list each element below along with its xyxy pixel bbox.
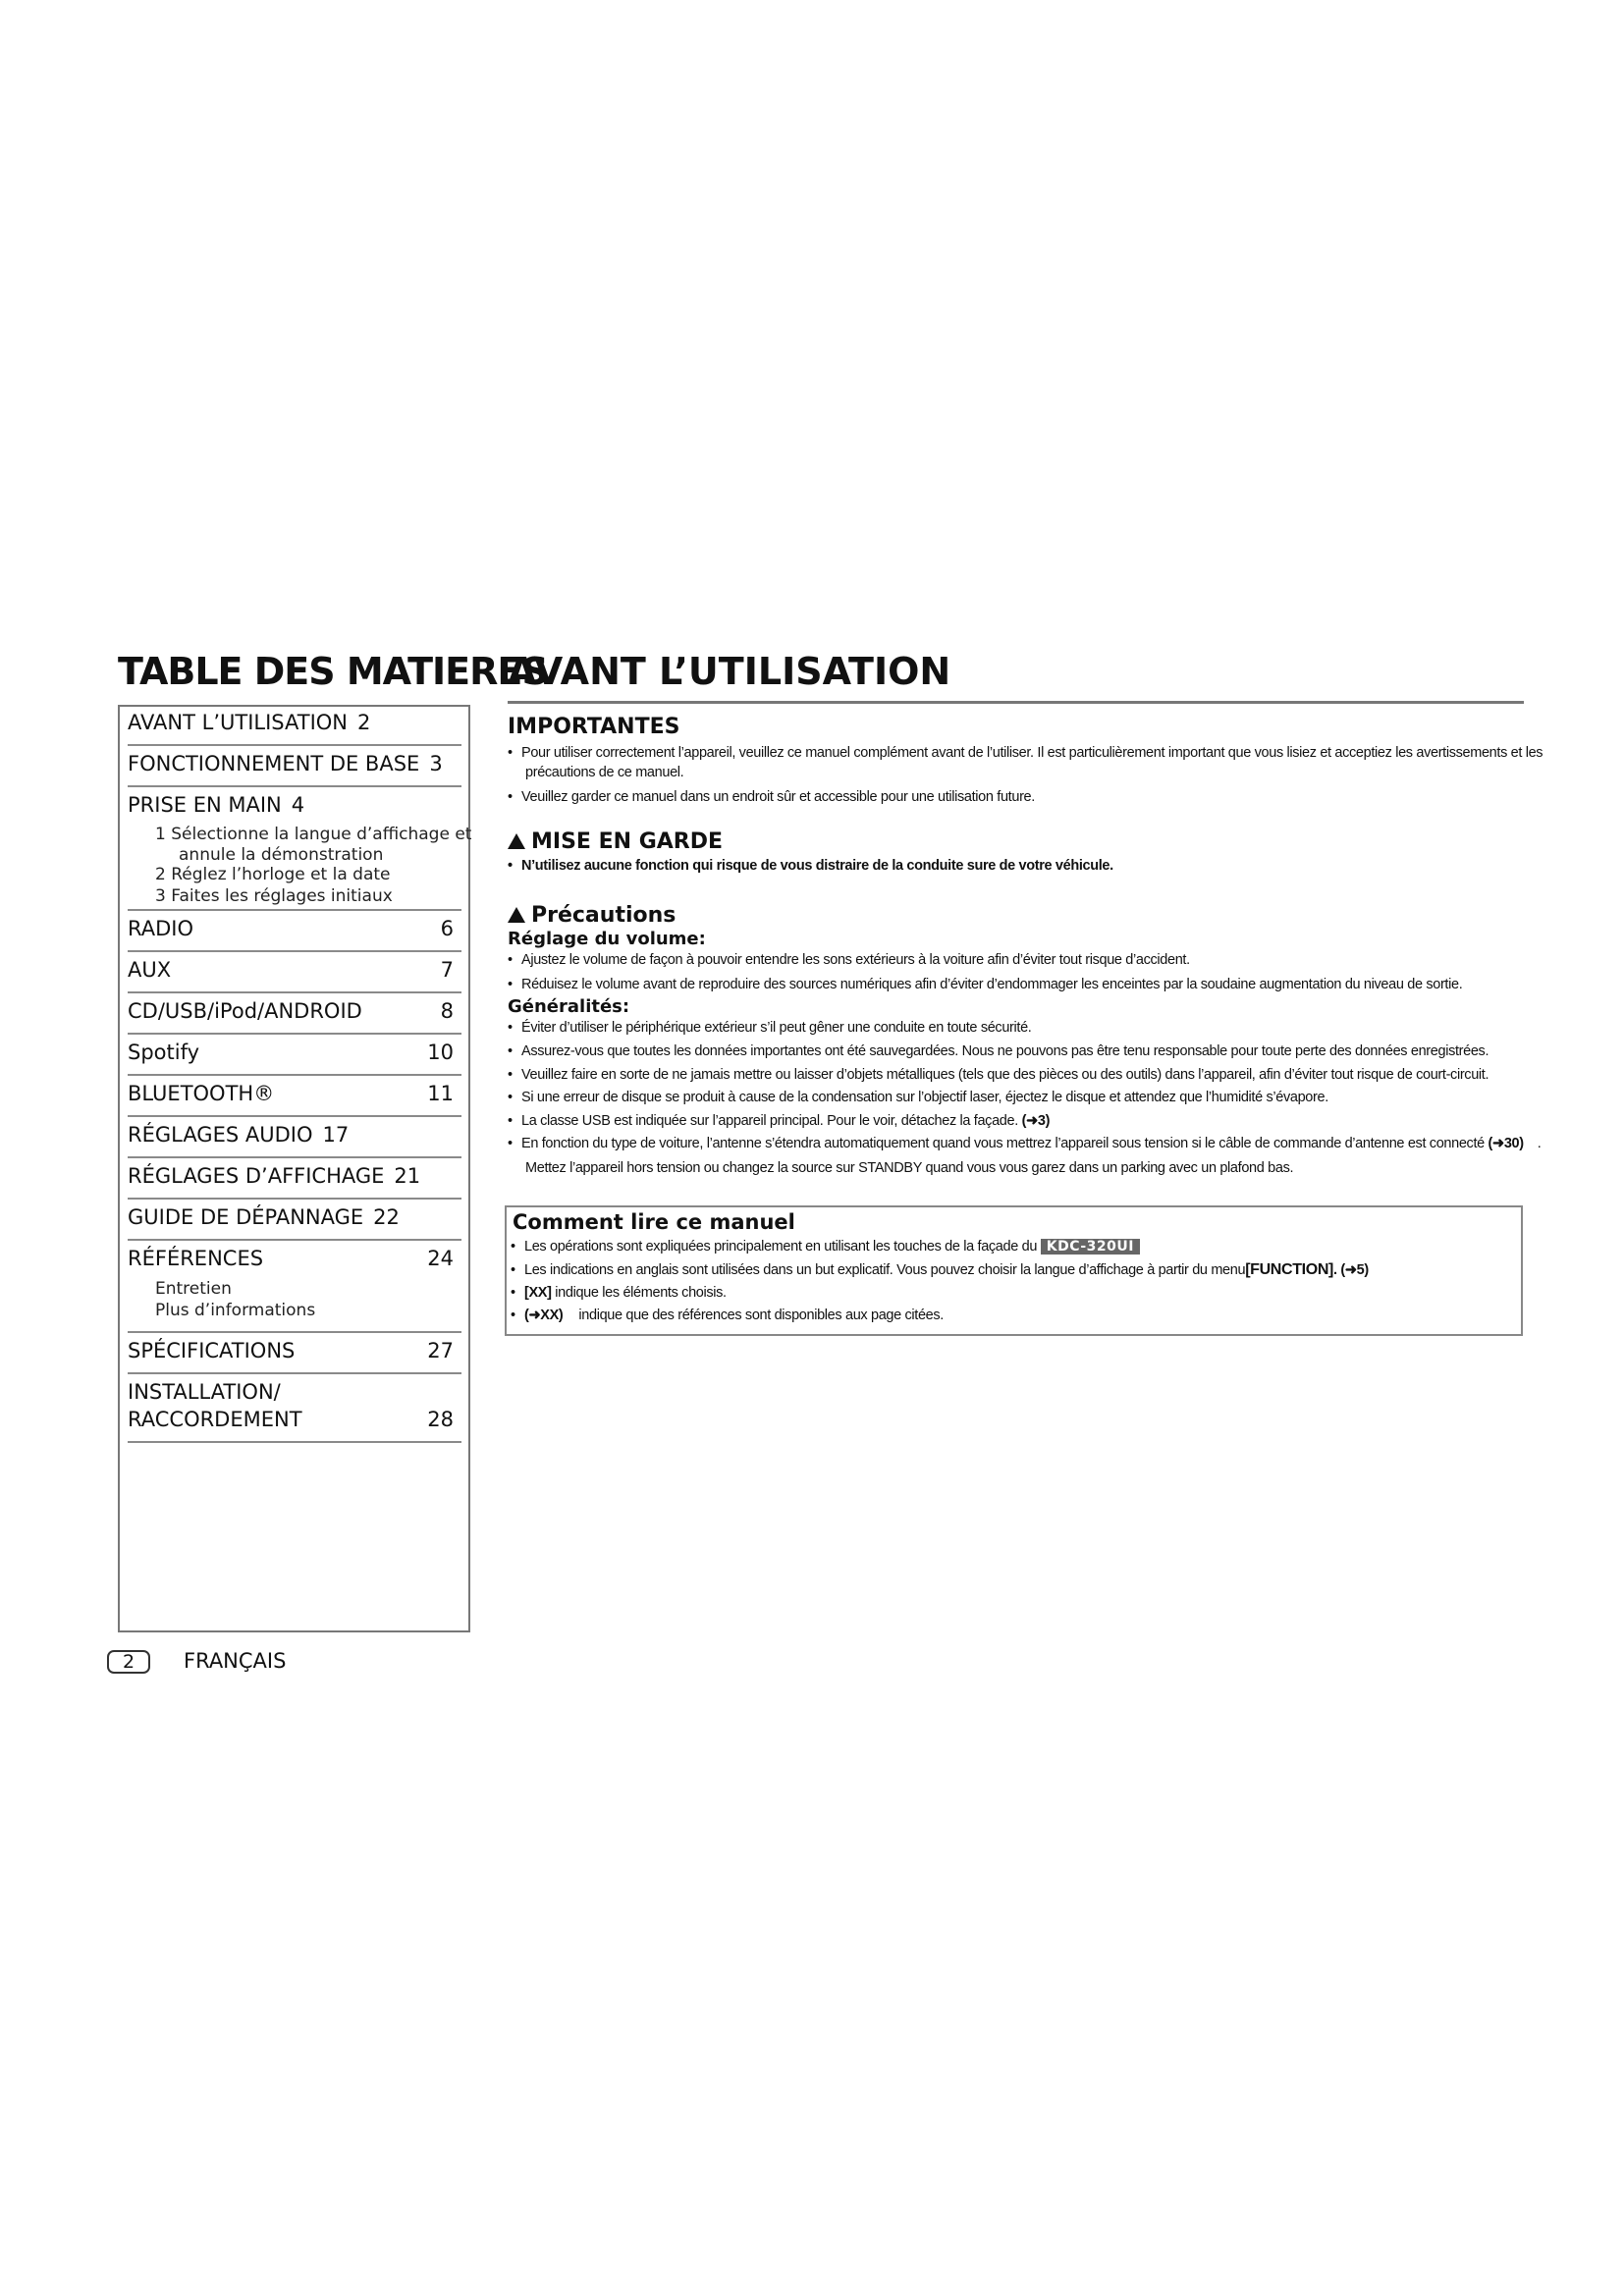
bullet-item: • [XX] indique les éléments choisis.: [511, 1285, 727, 1301]
toc-entry-radio[interactable]: [128, 917, 461, 952]
bullet-continuation: précautions de ce manuel.: [525, 765, 684, 780]
toc-label: RÉGLAGES D’AFFICHAGE: [128, 1164, 385, 1188]
toc-page: 11: [427, 1082, 454, 1105]
section-heading-precautions: [508, 903, 676, 928]
bullet-item: • Les indications en anglais sont utilisées dans un but explicatif. Vous pouvez choisir la langue d’affichage à partir du menu[FUNCTION]. (➜5): [511, 1261, 1369, 1278]
page-reference-link[interactable]: (➜3): [1021, 1113, 1051, 1129]
bullet-item: • Réduisez le volume avant de reproduire des sources numériques afin d’éviter d’endommager les enceintes par la soudaine augmentation du niveau de sortie.: [508, 977, 1463, 992]
toc-page: 3: [429, 752, 443, 775]
toc-page: 22: [373, 1205, 400, 1229]
toc-page: 17: [322, 1123, 350, 1147]
bullet-item: • Veuillez garder ce manuel dans un endroit sûr et accessible pour une utilisation future.: [508, 789, 1035, 805]
subheading-generalites: Généralités:: [508, 996, 630, 1017]
toc-sub-item: annule la démonstration: [179, 845, 384, 865]
toc-label: INSTALLATION/: [128, 1380, 281, 1404]
toc-sub-item: 1 Sélectionne la langue d’affichage et: [155, 825, 472, 844]
bullet-text: La classe USB est indiquée sur l’appareil principal. Pour le voir, détachez la façade.: [521, 1113, 1018, 1129]
reference-notation: (➜XX): [524, 1308, 564, 1323]
heading-text: MISE EN GARDE: [531, 829, 724, 854]
warning-icon: [508, 833, 525, 849]
toc-sub-item: Entretien: [155, 1279, 232, 1299]
bullet-text: Les indications en anglais sont utilisées dans un but explicatif. Vous pouvez choisir la langue d’affichage à partir du menu: [524, 1262, 1246, 1278]
heading-text: Précautions: [531, 903, 677, 928]
bullet-text: N’utilisez aucune fonction qui risque de vous distraire de la conduite sure de votre véhicule.: [521, 858, 1113, 874]
bullet-text: Les opérations sont expliquées principalement en utilisant les touches de la façade du: [524, 1239, 1038, 1255]
toc-label: GUIDE DE DÉPANNAGE: [128, 1205, 364, 1229]
toc-label: PRISE EN MAIN: [128, 793, 282, 817]
toc-sub-item: Plus d’informations: [155, 1301, 316, 1320]
toc-label: SPÉCIFICATIONS: [128, 1339, 296, 1362]
toc-entry-reglages-affichage[interactable]: [128, 1164, 461, 1200]
toc-page: 8: [440, 999, 454, 1023]
toc-label: CD/USB/iPod/ANDROID: [128, 999, 362, 1023]
bullet-text: indique que des références sont disponibles aux page citées.: [578, 1308, 944, 1323]
toc-page: 10: [427, 1041, 454, 1064]
bullet-text: Assurez-vous que toutes les données importantes ont été sauvegardées. Nous ne pouvons pas être tenu responsable pour toute perte des données enregistrées.: [521, 1043, 1489, 1059]
page-reference-link[interactable]: (➜30): [1488, 1136, 1524, 1151]
title-divider: [508, 701, 1524, 704]
section-heading-howto: Comment lire ce manuel: [513, 1210, 795, 1234]
bullet-item: • Ajustez le volume de façon à pouvoir entendre les sons extérieurs à la voiture afin d’éviter tout risque d’accident.: [508, 952, 1190, 968]
toc-entry-aux[interactable]: [128, 958, 461, 993]
toc-label: RÉGLAGES AUDIO: [128, 1123, 313, 1147]
toc-entry-depannage[interactable]: [128, 1205, 461, 1241]
toc-entry-prise-en-main[interactable]: [128, 793, 472, 911]
toc-label: FONCTIONNEMENT DE BASE: [128, 752, 420, 775]
toc-title: TABLE DES MATIERES: [118, 650, 548, 693]
section-heading-importantes: IMPORTANTES: [508, 715, 680, 739]
page-reference-link[interactable]: . (➜5): [1333, 1262, 1369, 1278]
function-key-label: [FUNCTION]: [1245, 1261, 1334, 1278]
toc-label: AVANT L’UTILISATION: [128, 711, 348, 734]
toc-sub-item: 3 Faites les réglages initiaux: [155, 886, 393, 906]
bullet-item: • Assurez-vous que toutes les données importantes ont été sauvegardées. Nous ne pouvons pas être tenu responsable pour toute perte des données enregistrées.: [508, 1043, 1489, 1059]
toc-page: 2: [357, 711, 371, 734]
model-badge: KDC-320UI: [1041, 1239, 1140, 1255]
toc-label: BLUETOOTH®: [128, 1082, 275, 1105]
subheading-volume: Réglage du volume:: [508, 929, 706, 949]
bullet-text: Si une erreur de disque se produit à cause de la condensation sur l’objectif laser, éjectez le disque et attendez que l’humidité s’évapore.: [521, 1090, 1328, 1105]
toc-entry-avant[interactable]: [128, 711, 461, 746]
bullet-text: Pour utiliser correctement l’appareil, veuillez ce manuel complément avant de l’utiliser. Il est particulièrement important que vous lisiez et acceptiez les avertissements et les: [521, 745, 1543, 761]
bullet-text: indique les éléments choisis.: [555, 1285, 727, 1301]
toc-label: RADIO: [128, 917, 193, 940]
toc-page: 24: [427, 1247, 454, 1270]
toc-page: 4: [291, 793, 305, 817]
toc-entry-fonctionnement[interactable]: [128, 752, 461, 787]
bullet-text: Éviter d’utiliser le périphérique extérieur s’il peut gêner une conduite en toute sécurité.: [521, 1020, 1032, 1036]
toc-entry-reglages-audio[interactable]: [128, 1123, 461, 1158]
toc-entry-specifications[interactable]: [128, 1339, 461, 1374]
toc-page: 21: [394, 1164, 421, 1188]
toc-entry-installation[interactable]: [128, 1380, 461, 1443]
bullet-item: • En fonction du type de voiture, l’antenne s’étendra automatiquement quand vous mettrez l’appareil sous tension si le câble de commande d’antenne est connecté (➜30) .: [508, 1136, 1542, 1151]
toc-box: [118, 705, 470, 1632]
bullet-item: • Veuillez faire en sorte de ne jamais mettre ou laisser d’objets métalliques (tels que des pièces ou des outils) dans l’appareil, afin d’éviter tout risque de court-circuit.: [508, 1067, 1489, 1083]
toc-entry-spotify[interactable]: [128, 1041, 461, 1076]
toc-sub-item: 2 Réglez l’horloge et la date: [155, 865, 391, 884]
toc-label: RÉFÉRENCES: [128, 1247, 264, 1270]
bullet-text: Réduisez le volume avant de reproduire des sources numériques afin d’éviter d’endommager les enceintes par la soudaine augmentation du niveau de sortie.: [521, 977, 1463, 992]
bullet-item: • N’utilisez aucune fonction qui risque de vous distraire de la conduite sure de votre véhicule.: [508, 858, 1113, 874]
key-notation: [XX]: [524, 1285, 552, 1301]
bullet-text: En fonction du type de voiture, l’antenne s’étendra automatiquement quand vous mettrez l’appareil sous tension si le câble de commande d’antenne est connecté: [521, 1136, 1485, 1151]
toc-entry-bluetooth[interactable]: [128, 1082, 461, 1117]
page-title: AVANT L’UTILISATION: [508, 650, 951, 693]
bullet-text: Ajustez le volume de façon à pouvoir entendre les sons extérieurs à la voiture afin d’éviter tout risque d’accident.: [521, 952, 1190, 968]
warning-icon: [508, 907, 525, 923]
page-number: 2: [107, 1650, 150, 1674]
bullet-text: .: [1537, 1136, 1542, 1151]
bullet-continuation: Mettez l’appareil hors tension ou changez la source sur STANDBY quand vous vous garez dans un parking avec un plafond bas.: [525, 1160, 1294, 1176]
toc-page: 6: [440, 917, 454, 940]
language-label: FRANÇAIS: [184, 1649, 287, 1673]
bullet-text: Veuillez faire en sorte de ne jamais mettre ou laisser d’objets métalliques (tels que des pièces ou des outils) dans l’appareil, afin d’éviter tout risque de court-circuit.: [521, 1067, 1489, 1083]
toc-entry-references[interactable]: [128, 1247, 461, 1333]
toc-page: 7: [440, 958, 454, 982]
bullet-item: • La classe USB est indiquée sur l’appareil principal. Pour le voir, détachez la façade. (➜3): [508, 1113, 1051, 1129]
toc-page: 28: [427, 1408, 454, 1431]
bullet-item: • Si une erreur de disque se produit à cause de la condensation sur l’objectif laser, éjectez le disque et attendez que l’humidité s’évapore.: [508, 1090, 1328, 1105]
toc-label: AUX: [128, 958, 172, 982]
toc-page: 27: [427, 1339, 454, 1362]
bullet-text: Veuillez garder ce manuel dans un endroit sûr et accessible pour une utilisation future.: [521, 789, 1035, 805]
section-heading-mise-en-garde: [508, 829, 723, 854]
bullet-item: • (➜XX) indique que des références sont disponibles aux page citées.: [511, 1308, 944, 1323]
toc-label: Spotify: [128, 1041, 200, 1064]
toc-entry-cd-usb[interactable]: [128, 999, 461, 1035]
bullet-item: • Pour utiliser correctement l’appareil, veuillez ce manuel complément avant de l’utiliser. Il est particulièrement important que vous lisiez et acceptiez les avertissements et les: [508, 745, 1543, 761]
toc-label: RACCORDEMENT: [128, 1408, 302, 1431]
bullet-item: • Les opérations sont expliquées principalement en utilisant les touches de la façade du KDC-320UI: [511, 1239, 1140, 1255]
bullet-item: • Éviter d’utiliser le périphérique extérieur s’il peut gêner une conduite en toute sécurité.: [508, 1020, 1032, 1036]
